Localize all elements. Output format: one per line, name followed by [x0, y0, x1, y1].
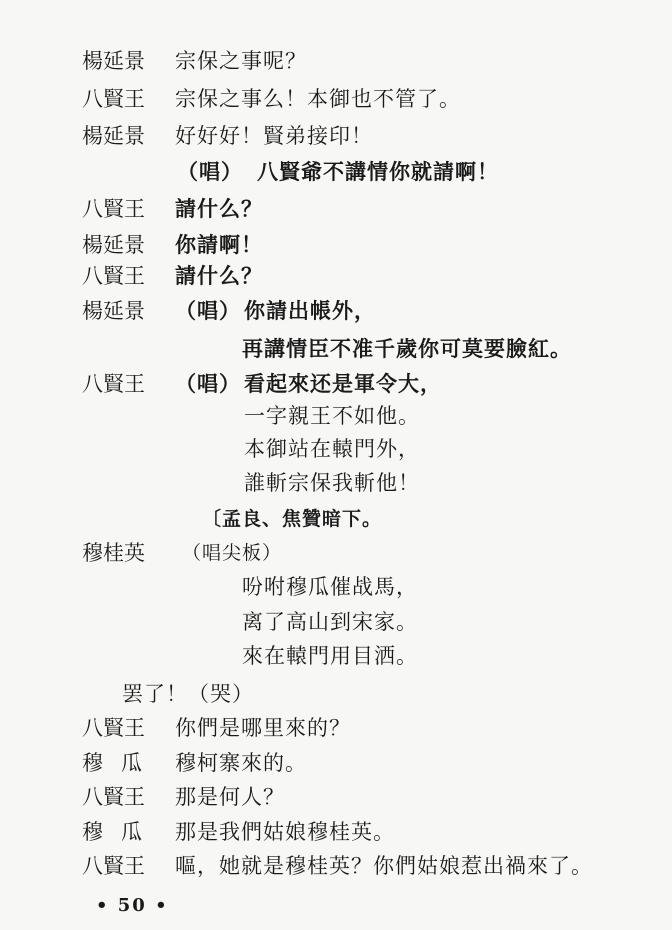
dialogue-text: 八賢爺不講情你就請啊！ — [257, 159, 499, 184]
dialogue-text: 再講情臣不准千歲你可莫要臉紅。 — [242, 336, 572, 361]
dialogue-text: 罢了！（哭） — [122, 682, 254, 706]
dialogue-text: 你請出帳外， — [244, 298, 376, 323]
speaker-name: 八賢王 — [82, 197, 145, 221]
speaker-name: 八賢王 — [82, 716, 145, 740]
dialogue-text: 穆柯寨來的。 — [175, 751, 307, 775]
speaker-name: 八賢王 — [82, 372, 145, 396]
speaker-name: 穆瓜 — [82, 820, 160, 844]
speaker-name: 楊延景 — [82, 49, 145, 73]
singing-tag: （唱） — [177, 159, 243, 184]
dialogue-text: 宗保之事么！本御也不管了。 — [175, 87, 461, 111]
singing-tag: （唱） — [175, 371, 241, 396]
dialogue-text: 本御站在轅門外， — [244, 437, 420, 461]
dialogue-text: 請什么？ — [175, 263, 263, 288]
dialogue-text: 那是何人？ — [175, 785, 285, 809]
speaker-name: 楊延景 — [82, 124, 145, 148]
singing-tag: （唱尖板） — [182, 542, 283, 564]
dialogue-text: 一字親王不如他。 — [244, 404, 420, 428]
dialogue-text: 嘔，她就是穆桂英？你們姑娘惹出禍來了。 — [175, 854, 593, 878]
dialogue-text: 請什么？ — [175, 196, 263, 221]
dialogue-text: 你請啊！ — [175, 232, 263, 257]
speaker-name: 八賢王 — [82, 785, 145, 809]
speaker-name: 穆桂英 — [82, 541, 145, 565]
speaker-name: 楊延景 — [82, 299, 145, 323]
speaker-name: 八賢王 — [82, 854, 145, 878]
dialogue-text: 好好好！賢弟接印！ — [175, 124, 373, 148]
dialogue-text: 看起來还是軍令大， — [244, 371, 442, 396]
dialogue-text: 誰斬宗保我斬他！ — [244, 471, 420, 495]
speaker-name: 八賢王 — [82, 87, 145, 111]
speaker-name: 楊延景 — [82, 233, 145, 257]
page-number: • 50 • — [96, 895, 169, 916]
speaker-name: 八賢王 — [82, 264, 145, 288]
dialogue-text: 宗保之事呢？ — [175, 49, 307, 73]
dialogue-text: 來在轅門用目洒。 — [242, 644, 418, 668]
singing-tag: （唱） — [175, 298, 241, 323]
dialogue-text: 离了高山到宋家。 — [242, 610, 418, 634]
dialogue-text: 那是我們姑娘穆桂英。 — [175, 820, 395, 844]
dialogue-text: 吩咐穆瓜催战馬， — [242, 575, 418, 599]
speaker-name: 穆瓜 — [82, 751, 160, 775]
stage-direction-text: 〔孟良、焦贊暗下。 — [202, 508, 383, 530]
dialogue-text: 你們是哪里來的？ — [175, 716, 351, 740]
